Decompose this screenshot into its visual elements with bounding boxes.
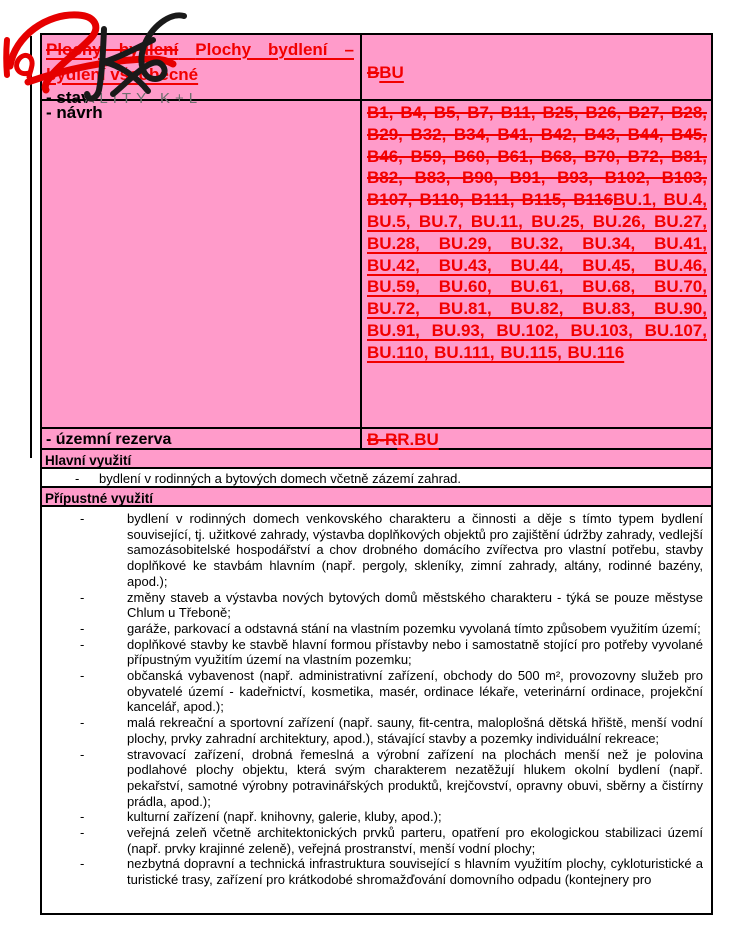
zone-code <box>367 36 707 83</box>
stav-row-label: - stavALITY K+L <box>46 88 203 107</box>
section-heading-text: Přípustné využití <box>45 491 154 506</box>
navrh-codes-cell <box>362 101 711 427</box>
bullet-dash: - <box>80 809 85 825</box>
list-item-text: kulturní zařízení (např. knihovny, galerie, kluby, apod.); <box>127 809 442 825</box>
title-code-cell <box>362 35 711 99</box>
list-item <box>42 668 711 715</box>
navrh-codes-added: BU.1, BU.4, BU.5, BU.7, BU.11, BU.25, BU.26, BU.27, BU.28, BU.29, BU.32, BU.34, BU.41, BU.42, BU.43, BU.44, BU.45, BU.46, BU.59, BU.60, BU.61, BU.68, BU.70, BU.72, BU.81, BU.82, BU.83, BU.90, BU.91, BU.93, BU.102, BU.103, BU.107, BU.110, BU.111, BU.115, BU.116 <box>367 190 707 362</box>
zone-title-added: Plochy bydlení – bydlení všeobecné <box>46 40 354 84</box>
rezerva-code-cell <box>362 429 711 448</box>
revision-change-bar <box>30 36 32 458</box>
bullet-dash: - <box>80 825 85 841</box>
zone-title <box>46 37 354 87</box>
list-item-text: bydlení v rodinných domech venkovského charakteru a činnosti a děje s tímto typem bydlení související, tj. užitkové zahrady, výstavba doplňkových objektů pro zajištění údržby zahrady, vedlejší samozásobitelské hospodářství a chov drobného domácího zvířectva pro vlastní potřebu, stavby doplňkové ke stavbám hlavním (např. pergoly, skleníky, zimní zahrady, altány, rodinné bazény, apod.); <box>127 511 703 589</box>
list-item-text: malá rekreační a sportovní zařízení (např. sauny, fit-centra, maloplošná dětská hřiště, menší vodní plochy, prvky zahradní architektury, apod.), stávající stavby a pozemky individuální rekreace; <box>127 715 703 746</box>
section-heading-hlavni-vyuziti <box>40 448 713 469</box>
section-items-pripustne <box>40 505 713 915</box>
list-item-text: stravovací zařízení, drobná řemeslná a výrobní zařízení na plochách menší než je polovina podlahové plochy objektu, která svým charakterem nezatěžují hlukem okolní bydlení (např. pekařství, samotné výrobny potravinářských produktů, krejčovství, opravny obuvi, sběrny a čistírny prádla, apod.); <box>127 746 703 809</box>
section-heading-text: Hlavní využití <box>45 453 132 468</box>
rezerva-code <box>367 430 707 450</box>
zone-code-added: BU <box>379 63 404 82</box>
list-item <box>42 590 711 621</box>
realty-watermark: ALITY K+L <box>84 90 203 107</box>
list-item <box>42 809 711 825</box>
list-item-text: změny staveb a výstavba nových bytových domů městského charakteru - týká se pouze městyse Chlum u Třeboně; <box>127 589 703 621</box>
rezerva-label-cell <box>42 429 362 448</box>
bullet-dash: - <box>80 620 85 636</box>
table-row-title <box>40 33 713 107</box>
list-item <box>42 469 711 487</box>
zone-title-removed: Plochy bydlení <box>46 40 179 59</box>
list-item-text: veřejná zeleň včetně architektonických prvků parteru, opatření pro ekologickou stabilizaci území (např. prvky krajinné zeleně), veřejná prostranství, menší vodní plochy; <box>127 825 703 856</box>
list-item <box>42 715 711 746</box>
navrh-label-cell <box>42 101 362 427</box>
rezerva-row-label: - územní rezerva <box>46 431 172 448</box>
rezerva-code-removed: B-R <box>367 430 398 449</box>
list-item <box>42 621 711 637</box>
table-row-rezerva <box>40 427 713 450</box>
zoning-document <box>40 33 713 915</box>
list-item-text: občanská vybavenost (např. administrativní zařízení, obchody do 500 m², provozovny služeb pro obyvatelé území - kadeřnictví, kosmetika, masér, ordinace lékaře, veterinární ordinace, projekční kancelář, apod.); <box>127 668 703 715</box>
section-heading-pripustne-vyuziti <box>40 486 713 507</box>
list-item-text: garáže, parkovací a odstavná stání na vlastním pozemku vyvolaná tímto způsobem využitím území; <box>127 620 701 636</box>
bullet-dash: - <box>75 471 80 486</box>
list-item <box>42 856 711 887</box>
list-item-text: doplňkové stavby ke stavbě hlavní formou přístavby nebo i samostatně stojící pro potřeby vyvolané přípustným využitím území na vlastním pozemku; <box>127 636 703 668</box>
list-item <box>42 747 711 810</box>
bullet-dash: - <box>80 589 85 605</box>
list-item <box>42 511 711 590</box>
zone-code-removed: B <box>367 63 380 82</box>
list-item-text: bydlení v rodinných a bytových domech včetně zázemí zahrad. <box>99 471 462 486</box>
bullet-dash: - <box>80 668 85 684</box>
title-cell <box>42 35 362 107</box>
bullet-dash: - <box>80 856 85 872</box>
navrh-row-label: - návrh <box>46 103 103 122</box>
navrh-codes <box>367 102 707 364</box>
navrh-codes-removed: B1, B4, B5, B7, B11, B25, B26, B27, B28, B29, B32, B34, B41, B42, B43, B44, B45, B46, B59, B60, B61, B68, B70, B72, B81, B82, B83, B90, B91, B93, B102, B103, B107, B110, B111, B115, B116 <box>367 103 707 210</box>
table-row-navrh <box>40 99 713 429</box>
bullet-dash: - <box>80 636 85 652</box>
bullet-dash: - <box>80 511 85 526</box>
list-item <box>42 825 711 856</box>
list-item <box>42 637 711 668</box>
bullet-dash: - <box>80 715 85 731</box>
section-items-hlavni <box>40 467 713 488</box>
bullet-dash: - <box>80 746 85 762</box>
list-item-text: nezbytná dopravní a technická infrastruktura související s hlavním využitím plochy, cykloturistické a turistické trasy, zařízení pro krátkodobé shromažďování domovního odpadu (kontejnery pro <box>127 856 703 888</box>
rezerva-code-added: R.BU <box>397 430 439 449</box>
